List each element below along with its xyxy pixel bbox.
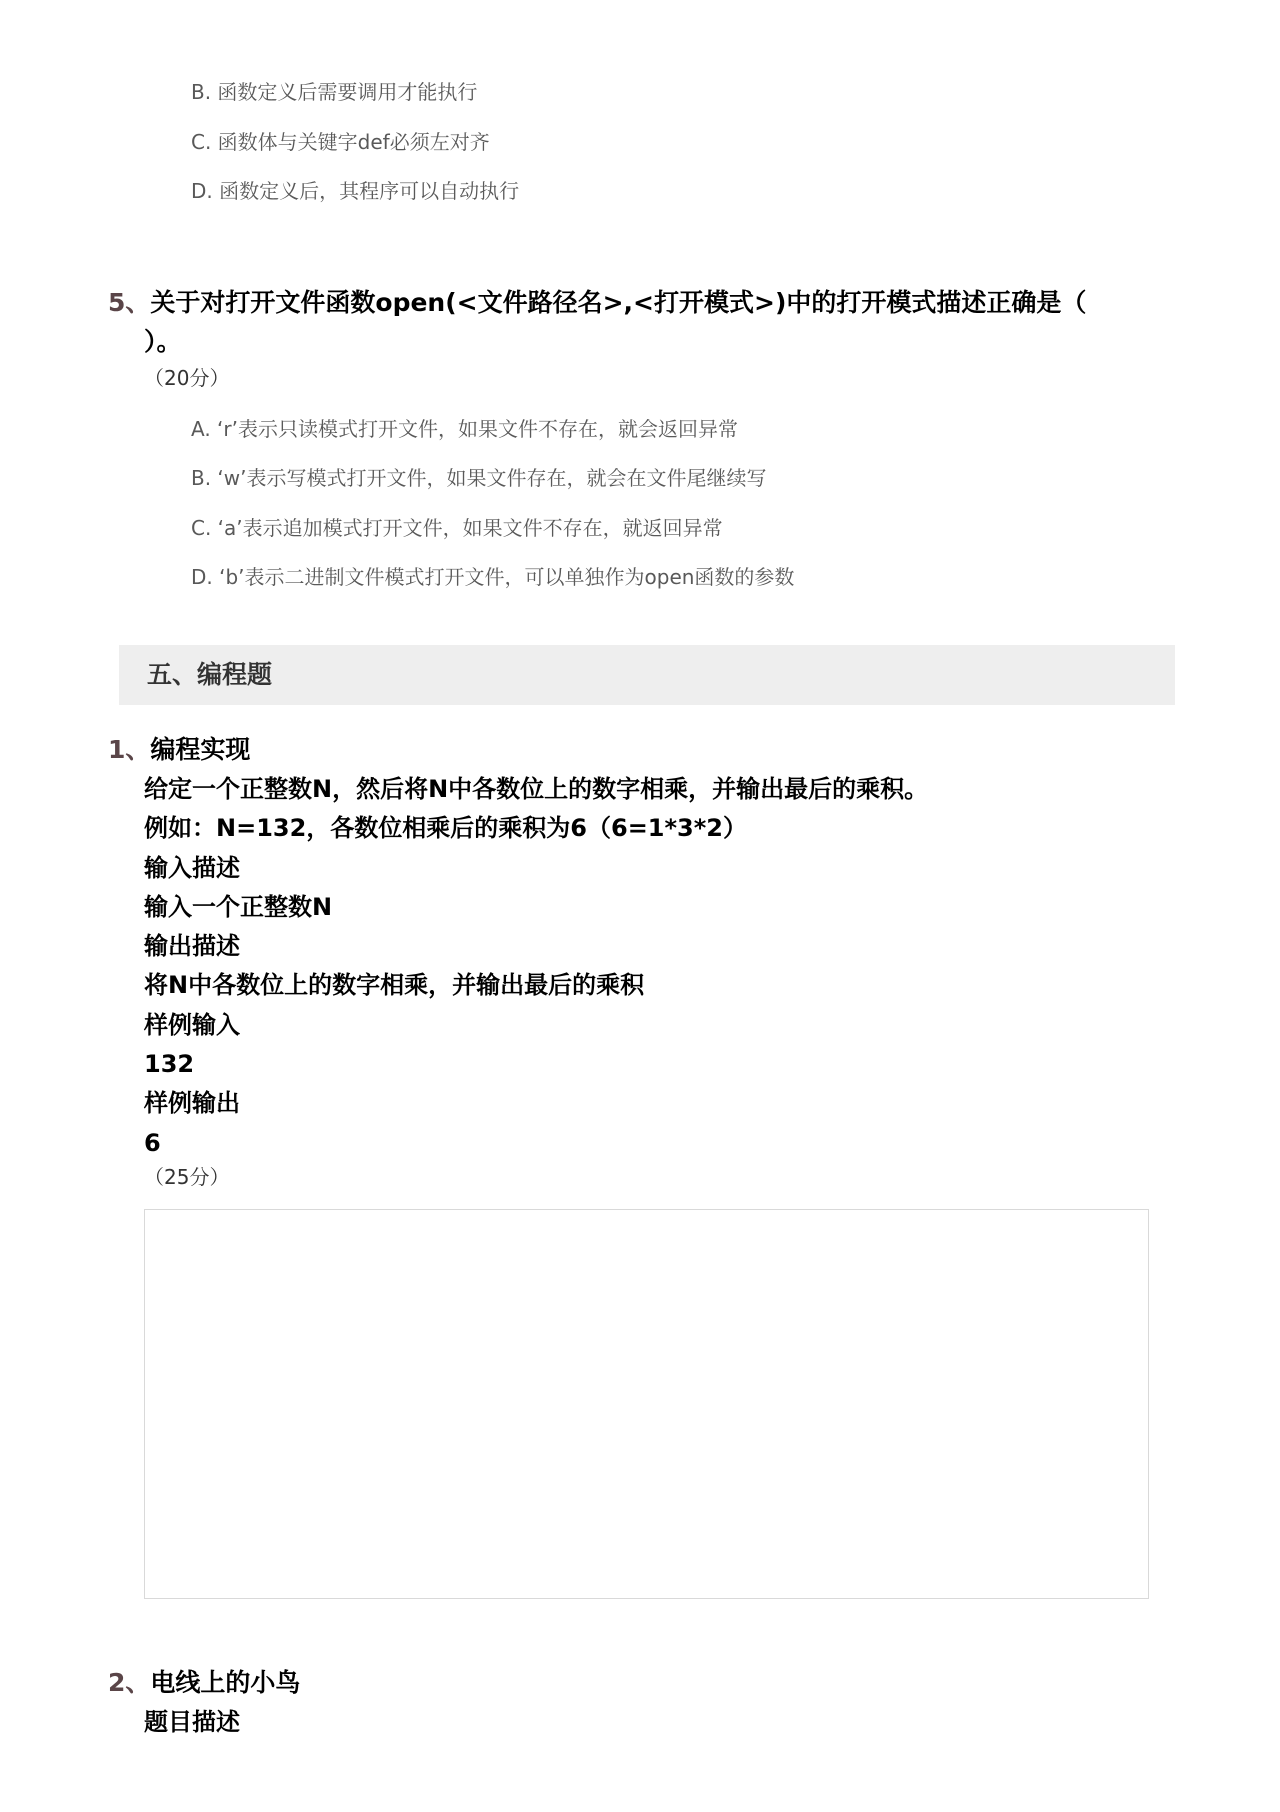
q5-option-c[interactable]: C. ‘a’表示追加模式打开文件，如果文件不存在，就返回异常 [191,516,723,540]
q5-option-d[interactable]: D. ‘b’表示二进制文件模式打开文件，可以单独作为open函数的参数 [191,565,795,589]
prog-question-1-score: （25分） [144,1165,230,1189]
question-title-text: 关于对打开文件函数open(<文件路径名>,<打开模式>)中的打开模式描述正确是（ [150,288,1087,317]
question-5-title [108,284,1086,322]
prev-option-d[interactable]: D. 函数定义后，其程序可以自动执行 [191,179,520,203]
question-number: 5、 [108,288,151,317]
prog-question-2-title [108,1664,300,1702]
question-title-text: 编程实现 [150,735,251,764]
body-line: 将N中各数位上的数字相乘，并输出最后的乘积 [144,971,645,1000]
body-line: 样例输出 [144,1089,240,1118]
q5-option-b[interactable]: B. ‘w’表示写模式打开文件，如果文件存在，就会在文件尾继续写 [191,466,767,490]
section-header [119,645,1175,705]
body-line: 样例输入 [144,1010,240,1039]
answer-input-area[interactable] [144,1209,1149,1599]
question-5-score: （20分） [144,366,230,390]
body-line: 给定一个正整数N，然后将N中各数位上的数字相乘，并输出最后的乘积。 [144,775,929,803]
question-number: 2、 [108,1668,151,1697]
prog-question-1-body [144,770,928,1163]
q5-option-a[interactable]: A. ‘r’表示只读模式打开文件，如果文件不存在，就会返回异常 [191,417,738,441]
section-title: 五、编程题 [147,660,273,689]
body-line: 6 [144,1128,161,1157]
body-line: 输入一个正整数N [144,892,333,921]
question-title-text: 电线上的小鸟 [150,1668,301,1697]
question-5-title-cont: ）。 [144,327,182,356]
body-line: 题目描述 [144,1708,240,1736]
body-line: 例如：N=132，各数位相乘后的乘积为6（6=1*3*2） [144,814,747,843]
body-line: 132 [144,1050,195,1079]
question-number: 1、 [108,735,151,764]
prev-option-c[interactable]: C. 函数体与关键字def必须左对齐 [191,130,490,154]
body-line: 输出描述 [144,932,240,961]
prog-question-2-body [144,1703,240,1742]
body-line: 输入描述 [144,853,240,882]
prog-question-1-title [108,731,250,769]
prev-option-b[interactable]: B. 函数定义后需要调用才能执行 [191,80,478,104]
